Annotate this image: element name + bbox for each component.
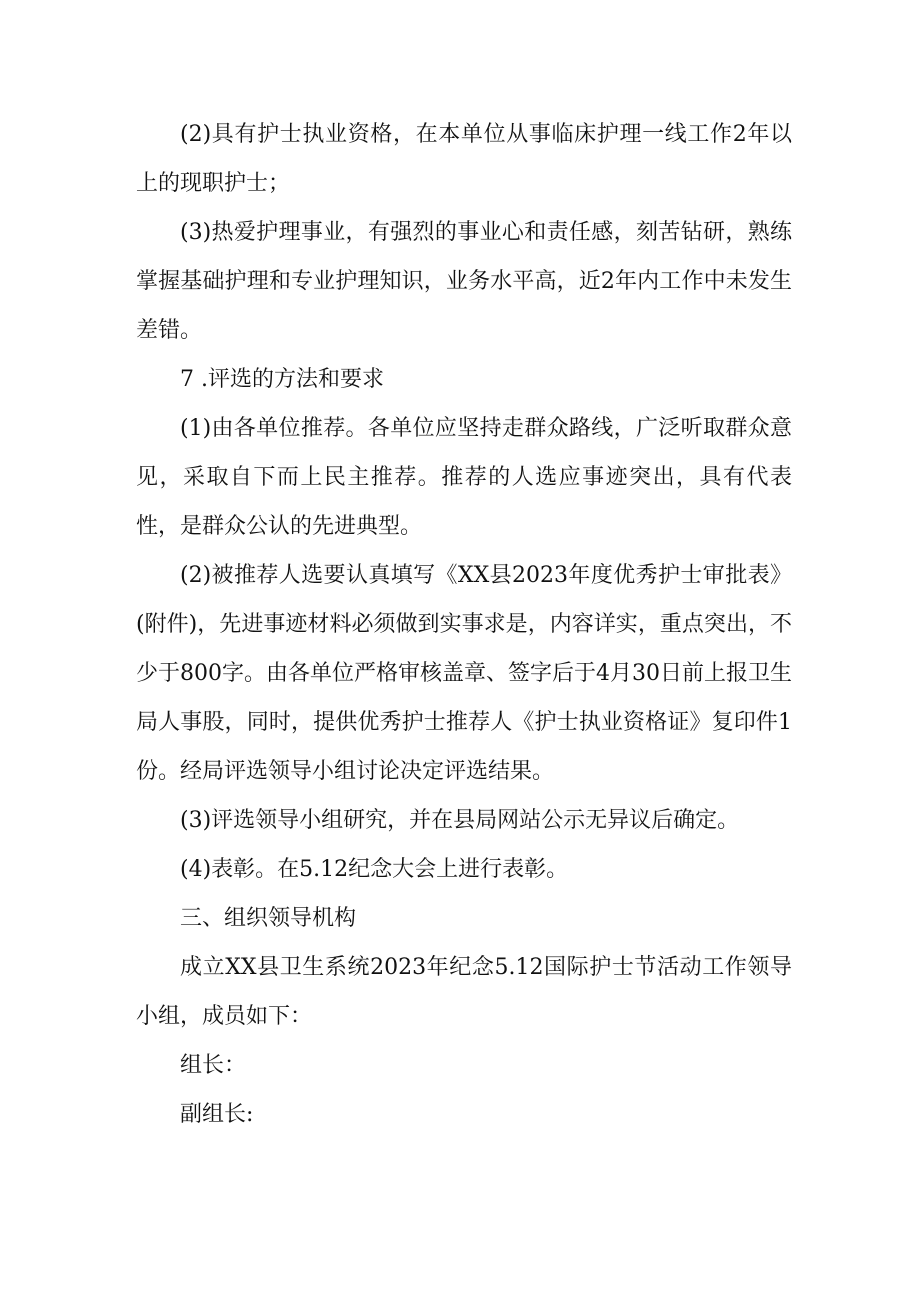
paragraph-organization: 成立XX县卫生系统2023年纪念5.12国际护士节活动工作领导小组，成员如下： [136,955,792,1029]
document-body [136,110,792,1139]
paragraph-qualification-3: (3)热爱护理事业，有强烈的事业心和责任感，刻苦钻研，熟练掌握基础护理和专业护理知识，业务水平高，近2年内工作中未发生差错。 [136,220,792,343]
deputy-leader-line: 副组长: [180,1102,254,1127]
paragraph-method-3: (3)评选领导小组研究，并在县局网站公示无异议后确定。 [180,808,740,833]
paragraph-method-4: (4)表彰。在5.12纪念大会上进行表彰。 [180,857,569,882]
paragraph-qualification-2: (2)具有护士执业资格，在本单位从事临床护理一线工作2年以上的现职护士； [136,122,792,196]
section-heading-method: 7 .评选的方法和要求 [180,367,384,392]
paragraph-method-1: (1)由各单位推荐。各单位应坚持走群众路线，广泛听取群众意见，采取自下而上民主推荐。推荐的人选应事迹突出，具有代表性，是群众公认的先进典型。 [136,416,792,539]
paragraph-method-2: (2)被推荐人选要认真填写《XX县2023年度优秀护士审批表》(附件)，先进事迹材料必须做到实事求是，内容详实，重点突出，不少于800字。由各单位严格审核盖章、签字后于4月30日前上报卫生局人事股，同时，提供优秀护士推荐人《护士执业资格证》复印件1份。经局评选领导小组讨论决定评选结果。 [136,563,792,784]
section-heading-organization: 三、组织领导机构 [180,906,357,931]
group-leader-line: 组长： [180,1053,247,1078]
